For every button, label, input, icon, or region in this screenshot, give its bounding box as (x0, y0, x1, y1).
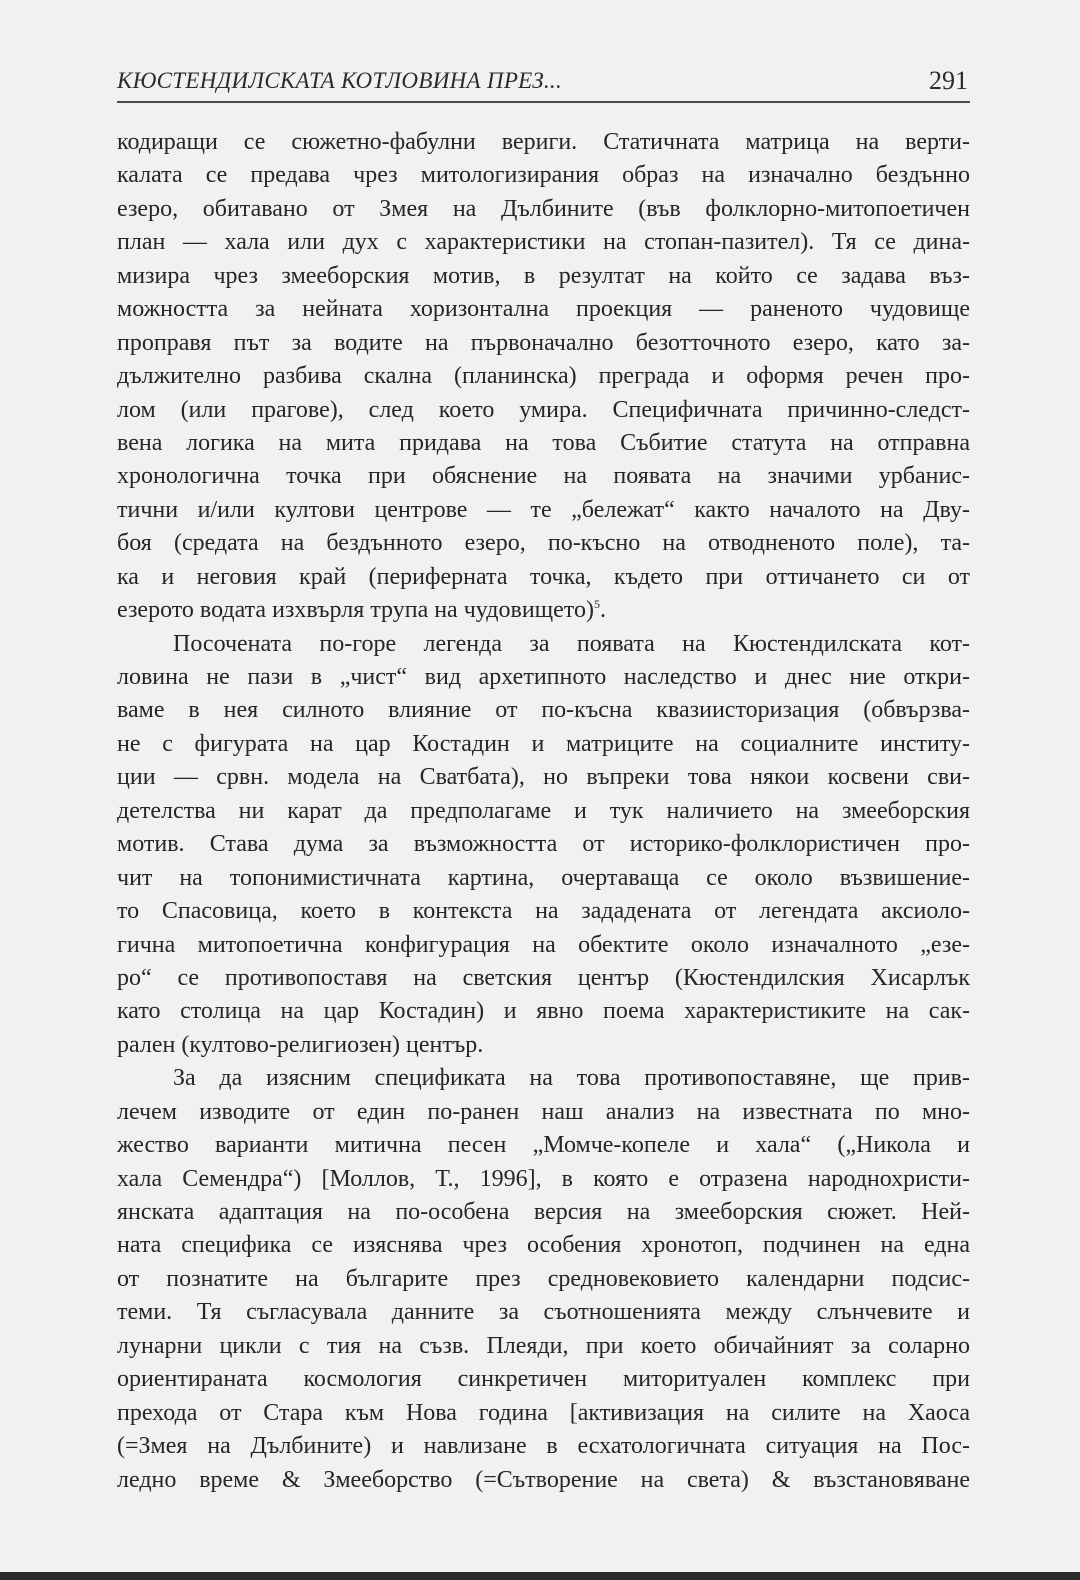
footnote-reference[interactable]: 5 (593, 597, 600, 612)
text-line: детелства ни карат да предполагаме и тук наличието на змееборския (117, 797, 970, 824)
text-line: калата се предава чрез митологизирания образ на изначално бездънно (117, 162, 970, 189)
text-line: като столица на цар Костадин) и явно поема характеристиките на сак- (117, 998, 970, 1025)
text-line: дължително разбива скална (планинска) преграда и оформя речен про- (117, 363, 970, 390)
text-line: лечем изводите от един по-ранен наш анализ на известната по мно- (117, 1098, 970, 1125)
body-text (117, 126, 970, 1497)
text-line: вена логика на мита придава на това Събитие статута на отправна (117, 429, 970, 456)
text-line: проправя път за водите на първоначално безотточното езеро, като за- (117, 329, 970, 356)
text-line: гична митопоетична конфигурация на обектите около изначалното „езе- (117, 931, 970, 958)
text-line: хала Семендра“) [Моллов, Т., 1996], в която е отразена народнохристи- (117, 1165, 970, 1192)
text-line: ции — срвн. модела на Сватбата), но въпреки това някои косвени сви- (117, 764, 970, 791)
text-line: чит на топонимистичната картина, очертаваща се около възвишение- (117, 864, 970, 891)
text-line: кодиращи се сюжетно-фабулни вериги. Статичната матрица на верти- (117, 129, 970, 155)
text-line: ка и неговия край (периферната точка, където при оттичането си от (117, 563, 970, 590)
text-line: план — хала или дух с характеристики на стопан-пазител). Тя се дина- (117, 229, 970, 256)
text-line: хронологична точка при обяснение на появата на значими урбанис- (117, 463, 970, 490)
text-line: тични и/или култови центрове — те „бележат“ както началото на Дву- (117, 496, 970, 523)
text-line: мотив. Става дума за възможността от историко-фолклористичен про- (117, 831, 970, 858)
header-rule (117, 101, 970, 103)
text-line: то Спасовица, което в контекста на зададената от легендата аксиоло- (117, 898, 970, 925)
text-line: прехода от Стара към Нова година [активизация на силите на Хаоса (117, 1399, 970, 1426)
text-line: ловина не пази в „чист“ вид архетипното наследство и днес ние откри- (117, 664, 970, 690)
page-number: 291 (929, 66, 968, 95)
running-title: КЮСТЕНДИЛСКАТА КОТЛОВИНА ПРЕЗ... (117, 68, 563, 93)
running-header (117, 64, 970, 104)
text-line: лунарни цикли с тия на съзв. Плеяди, при което обичайният за соларно (117, 1332, 970, 1359)
text-line: езеро, обитавано от Змея на Дълбините (във фолклорно-митопоетичен (117, 195, 970, 222)
text-line: ледно време & Змееборство (=Сътворение на света) & възстановяване (117, 1466, 970, 1493)
text-line: теми. Тя съгласувала данните за съотношенията между слънчевите и (117, 1299, 970, 1326)
paragraph-last-line: рален (култово-религиозен) център. (117, 1031, 484, 1058)
text-line: не с фигурата на цар Костадин и матриците на социалните институ- (117, 730, 970, 757)
text-line: ориентираната космология синкретичен миторитуален комплекс при (117, 1366, 970, 1393)
text-line: от познатите на българите през средновековието календарни подсис- (117, 1265, 970, 1292)
text-line: мизира чрез змееборския мотив, в резултат на който се задава въз- (117, 262, 970, 289)
text-line: ната специфика се изяснява чрез особения хронотоп, подчинен на една (117, 1232, 970, 1259)
text-line: (=Змея на Дълбините) и навлизане в есхатологичната ситуация на Пос- (117, 1433, 970, 1460)
paragraph-last-line (117, 594, 970, 627)
text-line: ваме в нея силното влияние от по-късна квазиисторизация (обвързва- (117, 697, 970, 724)
text-line: лом (или прагове), след което умира. Специфичната причинно-следст- (117, 396, 970, 423)
text-line: жество варианти митична песен „Момче-копеле и хала“ („Никола и (117, 1132, 970, 1159)
text-line: езерото водата изхвърля трупа на чудовището) (117, 597, 594, 624)
text-line: янската адаптация на по-особена версия на змееборския сюжет. Ней- (117, 1199, 970, 1225)
text-line: можността за нейната хоризонтална проекция — раненото чудовище (117, 296, 970, 323)
text-line: ро“ се противопоставя на светския център (Кюстендилския Хисарлък (117, 964, 970, 991)
paragraph-first-line: Посочената по-горе легенда за появата на Кюстендилската кот- (173, 630, 970, 657)
paragraph-first-line: За да изясним спецификата на това противопоставяне, ще прив- (173, 1065, 970, 1092)
page-bottom-edge (0, 1572, 1080, 1580)
text-line: боя (средата на бездънното езеро, по-късно на отводненото поле), та- (117, 530, 970, 557)
footnote-ref-tail: . (599, 597, 606, 624)
